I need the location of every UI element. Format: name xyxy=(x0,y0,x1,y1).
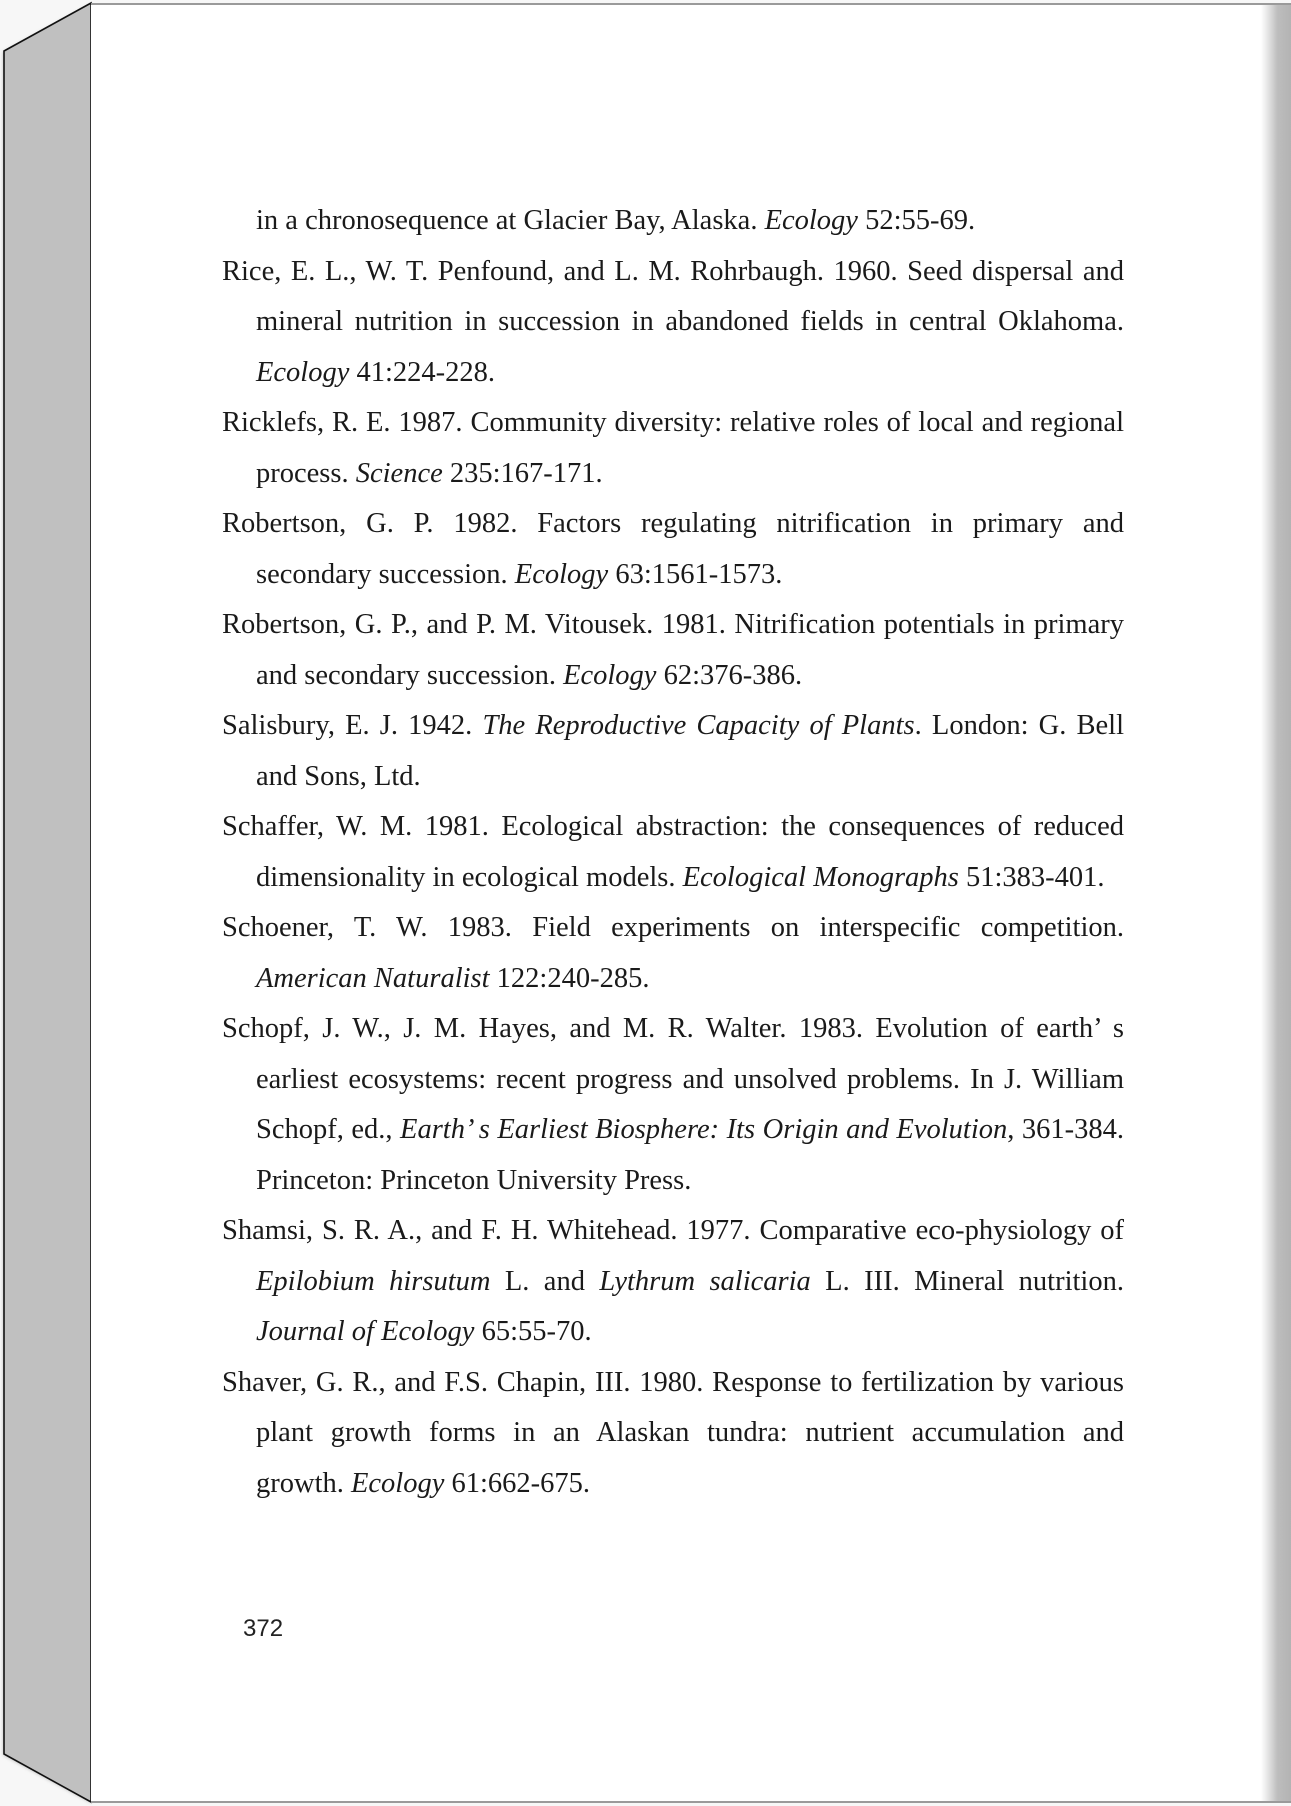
reference-entry xyxy=(222,802,1124,903)
reference-title-italic: Ecology xyxy=(514,558,609,590)
reference-title-italic: Ecology xyxy=(256,356,350,388)
reference-list xyxy=(222,196,1124,1509)
reference-text: 61:662-675. xyxy=(444,1467,591,1499)
page-number: 372 xyxy=(243,1615,284,1642)
reference-text: Shaver, G. R., and F.S. Chapin, III. 1980. Response to fertilization by various plant growth forms in an Alaskan tundra: nutrient accumulation and growth. xyxy=(222,1366,1124,1499)
book-spine xyxy=(0,0,100,1806)
reference-title-italic: The Reproductive Capacity of Plants xyxy=(482,710,915,741)
reference-text: 41:224-228. xyxy=(349,356,496,388)
reference-title-italic: Lythrum salicaria xyxy=(599,1265,811,1297)
reference-text: Robertson, G. P. 1982. Factors regulating nitrification in primary and secondary succession. xyxy=(222,508,1124,590)
reference-text: L. III. Mineral nutrition. xyxy=(810,1265,1124,1297)
reference-title-italic: Ecological Monographs xyxy=(682,861,959,893)
reference-text: , 361-384. Princeton: Princeton University Press. xyxy=(256,1114,1124,1196)
reference-text: Shamsi, S. R. A., and F. H. Whitehead. 1977. Comparative eco-physiology of xyxy=(222,1215,1124,1246)
reference-entry xyxy=(222,701,1124,802)
reference-text: L. and xyxy=(490,1265,600,1297)
reference-title-italic: Science xyxy=(355,457,443,489)
reference-entry xyxy=(222,247,1124,399)
reference-text: 122:240-285. xyxy=(489,962,650,994)
reference-entry xyxy=(222,1206,1124,1358)
reference-text: in a chronosequence at Glacier Bay, Alaska. xyxy=(256,205,765,236)
reference-title-italic: Epilobium hirsutum xyxy=(256,1265,491,1297)
reference-title-italic: Earth’ s Earliest Biosphere: Its Origin and Evolution xyxy=(400,1114,1008,1145)
reference-title-italic: American Naturalist xyxy=(256,962,490,994)
reference-entry xyxy=(222,1004,1124,1206)
reference-text: 51:383-401. xyxy=(958,861,1105,893)
reference-text: Rice, E. L., W. T. Penfound, and L. M. Rohrbaugh. 1960. Seed dispersal and mineral nutrition in succession in abandoned fields in central Oklahoma. xyxy=(222,255,1124,337)
reference-text: Schopf, J. W., J. M. Hayes, and M. R. Walter. 1983. Evolution of earth’ s earliest ecosystems: recent progress and unsolved problems. In J. William Schopf, ed., xyxy=(222,1013,1124,1145)
reference-title-italic: Ecology xyxy=(351,1467,445,1499)
page-edge-shadow xyxy=(1261,3,1291,1803)
reference-text: Salisbury, E. J. 1942. xyxy=(222,710,483,741)
reference-text: 235:167-171. xyxy=(442,457,603,489)
reference-entry xyxy=(222,398,1124,499)
reference-text: 63:1561-1573. xyxy=(608,558,783,590)
reference-text: 65:55-70. xyxy=(474,1316,592,1347)
reference-text: Robertson, G. P., and P. M. Vitousek. 1981. Nitrification potentials in primary and secondary succession. xyxy=(222,609,1124,691)
reference-text: Schoener, T. W. 1983. Field experiments on interspecific competition. xyxy=(222,912,1124,943)
reference-entry xyxy=(222,600,1124,701)
reference-entry xyxy=(222,196,1124,247)
reference-entry xyxy=(222,499,1124,600)
reference-text: Ricklefs, R. E. 1987. Community diversity: relative roles of local and regional process. xyxy=(222,407,1124,489)
reference-title-italic: Journal of Ecology xyxy=(256,1316,475,1347)
reference-title-italic: Ecology xyxy=(563,659,657,691)
reference-text: . London: G. Bell and Sons, Ltd. xyxy=(256,710,1125,792)
reference-text: 52:55-69. xyxy=(857,205,976,236)
reference-text: 62:376-386. xyxy=(656,659,803,691)
reference-entry xyxy=(222,1358,1124,1510)
reference-text: Schaffer, W. M. 1981. Ecological abstraction: the consequences of reduced dimensionality in ecological models. xyxy=(222,811,1124,893)
reference-entry xyxy=(222,903,1124,1004)
reference-title-italic: Ecology xyxy=(764,205,858,236)
